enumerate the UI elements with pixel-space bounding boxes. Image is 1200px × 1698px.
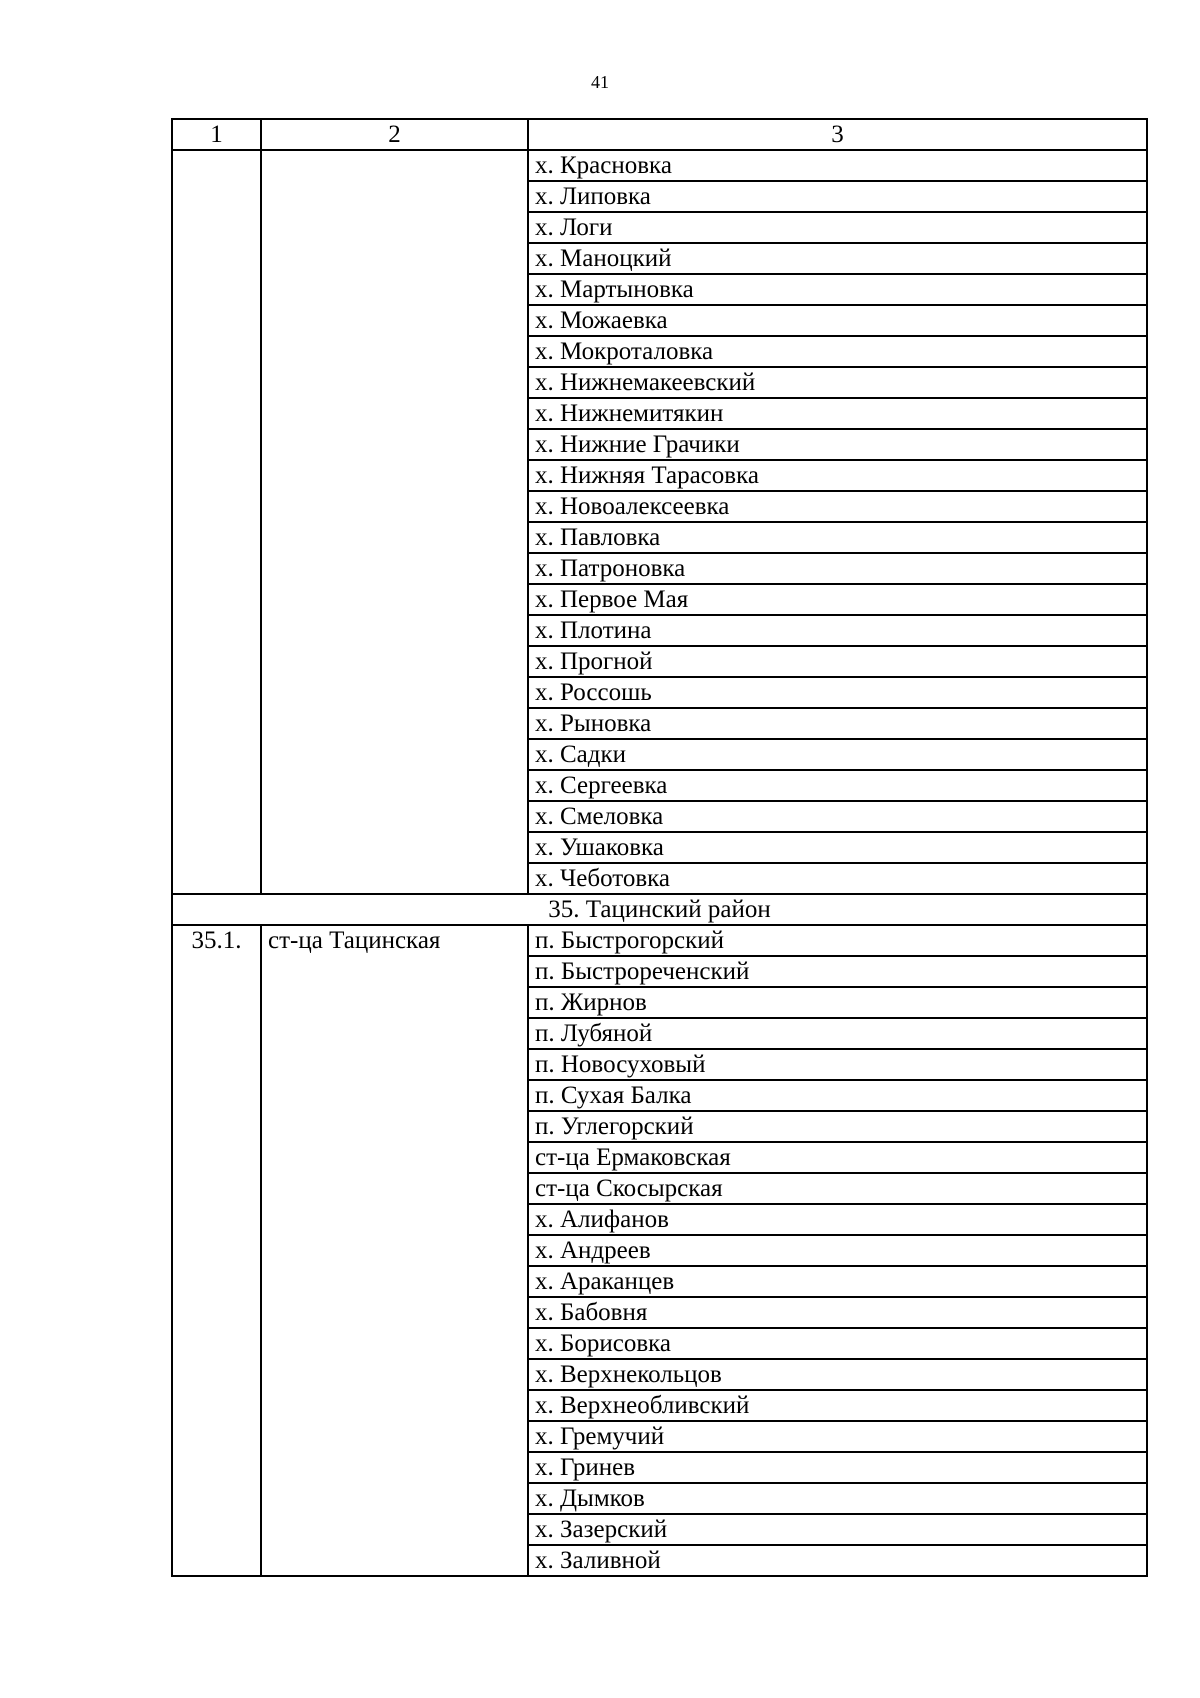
settlement-cell: х. Гремучий	[528, 1421, 1147, 1452]
settlement-cell: х. Алифанов	[528, 1204, 1147, 1235]
settlement-cell: х. Мокроталовка	[528, 336, 1147, 367]
settlement-cell: х. Россошь	[528, 677, 1147, 708]
settlement-cell: х. Патроновка	[528, 553, 1147, 584]
settlement-cell: х. Нижние Грачики	[528, 429, 1147, 460]
settlement-cell: х. Гринев	[528, 1452, 1147, 1483]
settlement-cell: п. Жирнов	[528, 987, 1147, 1018]
settlement-cell: х. Андреев	[528, 1235, 1147, 1266]
section-title: 35. Тацинский район	[172, 894, 1147, 925]
header-cell-1: 1	[172, 119, 261, 150]
settlement-cell: п. Сухая Балка	[528, 1080, 1147, 1111]
settlements-table-body	[172, 119, 1147, 1576]
settlement-cell: х. Рыновка	[528, 708, 1147, 739]
header-cell-3: 3	[528, 119, 1147, 150]
settlement-cell: х. Красновка	[528, 150, 1147, 181]
settlement-cell: х. Борисовка	[528, 1328, 1147, 1359]
settlement-cell: х. Павловка	[528, 522, 1147, 553]
center-cell-empty	[261, 150, 528, 894]
section-row	[172, 894, 1147, 925]
settlement-cell: х. Логи	[528, 212, 1147, 243]
settlement-cell: п. Лубяной	[528, 1018, 1147, 1049]
settlement-cell: х. Плотина	[528, 615, 1147, 646]
settlement-cell: х. Мартыновка	[528, 274, 1147, 305]
settlement-cell: п. Новосуховый	[528, 1049, 1147, 1080]
settlement-cell: х. Новоалексеевка	[528, 491, 1147, 522]
settlement-cell: х. Сергеевка	[528, 770, 1147, 801]
settlement-cell: х. Ушаковка	[528, 832, 1147, 863]
header-cell-2: 2	[261, 119, 528, 150]
settlement-cell: х. Нижнемитякин	[528, 398, 1147, 429]
settlement-cell: х. Смеловка	[528, 801, 1147, 832]
settlement-cell: х. Заливной	[528, 1545, 1147, 1576]
settlement-cell: х. Зазерский	[528, 1514, 1147, 1545]
settlement-cell: х. Маноцкий	[528, 243, 1147, 274]
settlement-cell: х. Можаевка	[528, 305, 1147, 336]
settlement-cell: х. Прогной	[528, 646, 1147, 677]
settlement-cell: х. Липовка	[528, 181, 1147, 212]
settlement-cell: ст-ца Скосырская	[528, 1173, 1147, 1204]
settlement-cell: х. Дымков	[528, 1483, 1147, 1514]
settlement-cell: х. Араканцев	[528, 1266, 1147, 1297]
settlement-cell: х. Садки	[528, 739, 1147, 770]
settlement-cell: п. Углегорский	[528, 1111, 1147, 1142]
center-cell: ст-ца Тацинская	[261, 925, 528, 1576]
settlement-cell: х. Первое Мая	[528, 584, 1147, 615]
settlement-cell: ст-ца Ермаковская	[528, 1142, 1147, 1173]
settlement-cell: х. Нижнемакеевский	[528, 367, 1147, 398]
settlement-cell: п. Быстрореченский	[528, 956, 1147, 987]
settlement-cell: х. Верхнекольцов	[528, 1359, 1147, 1390]
table-header-row	[172, 119, 1147, 150]
table-row	[172, 150, 1147, 181]
settlement-cell: х. Нижняя Тарасовка	[528, 460, 1147, 491]
settlement-cell: х. Верхнеобливский	[528, 1390, 1147, 1421]
settlement-cell: х. Бабовня	[528, 1297, 1147, 1328]
settlements-table	[171, 118, 1148, 1577]
table-row	[172, 925, 1147, 956]
settlement-cell: п. Быстрогорский	[528, 925, 1147, 956]
number-cell: 35.1.	[172, 925, 261, 1576]
page-number: 41	[591, 72, 609, 92]
number-cell-empty	[172, 150, 261, 894]
settlement-cell: х. Чеботовка	[528, 863, 1147, 894]
